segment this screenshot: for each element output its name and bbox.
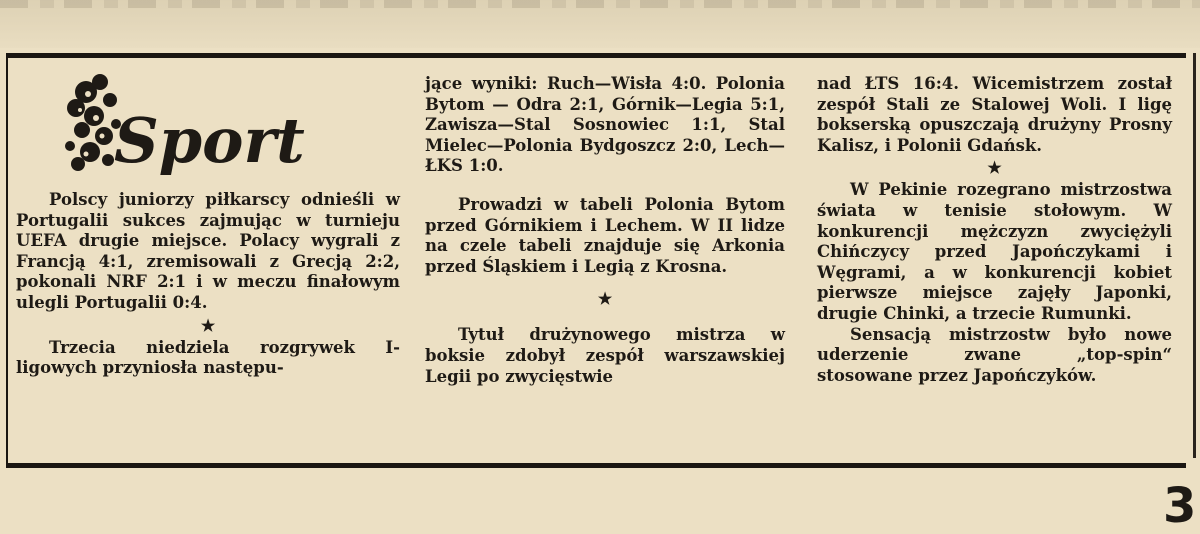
column-3 <box>817 74 1172 386</box>
article-league-start: Trzecia niedziela rozgrywek I-ligowych przyniosła następu- <box>16 337 400 378</box>
article-table-tennis: W Pekinie rozegrano mistrzostwa świata w tenisie stołowym. W konkurencji mężczyzn zwyciężyli Chińczycy przed Japończykami i Węgrami, a w konkurencji kobiet pierwsze miejsce zajęły Japonki, drugie Chinki, a trzecie Rumunki. <box>817 180 1172 323</box>
article-juniors: Polscy juniorzy piłkarscy odnieśli w Portugalii sukces zajmując w turnieju UEFA drugie miejsce. Polacy wygrali z Francją 4:1, zremisowali z Grecją 2:2, pokonali NRF 2:1 i w meczu finałowym ulegli Portugalii 0:4. <box>16 190 400 312</box>
ink-splatter <box>65 74 121 171</box>
previous-page-fragment <box>0 0 1200 48</box>
separator-star-3: ★ <box>987 158 1002 178</box>
article-league-table: Prowadzi w tabeli Polonia Bytom przed Górnikiem i Lechem. W II lidze na czele tabeli znajduje się Arkonia przed Śląskiem i Legią z Krosna. <box>425 194 785 276</box>
cropped-text-remnant <box>0 0 1200 8</box>
column-2 <box>425 74 785 387</box>
page-number: 3 <box>1163 478 1197 534</box>
sport-logo-graphic <box>16 66 305 184</box>
right-column-rule <box>1193 53 1196 458</box>
article-top-spin: Sensacją mistrzostw było nowe uderzenie zwane „top-spin“ stosowane przez Japończyków. <box>817 324 1172 385</box>
separator-star-2: ★ <box>597 289 613 309</box>
column-1 <box>16 66 400 379</box>
article-league-results: jące wyniki: Ruch—Wisła 4:0. Polonia Bytom — Odra 2:1, Górnik—Legia 5:1, Zawisza—Stal Sosnowiec 1:1, Stal Mielec—Polonia Bydgoszcz 2:0, Lech—ŁKS 1:0. <box>425 74 785 176</box>
sport-logo <box>16 66 400 184</box>
article-boxing-start: Tytuł drużynowego mistrza w boksie zdobył zespół warszawskiej Legii po zwycięstwie <box>425 325 785 386</box>
sport-logo-text: Sport <box>114 104 305 177</box>
article-boxing-end: nad ŁTS 16:4. Wicemistrzem został zespół Stali ze Stalowej Woli. I ligę bokserską opuszczają drużyny Prosny Kalisz, i Polonii Gdańsk. <box>817 74 1172 155</box>
separator-star-1: ★ <box>200 315 216 335</box>
